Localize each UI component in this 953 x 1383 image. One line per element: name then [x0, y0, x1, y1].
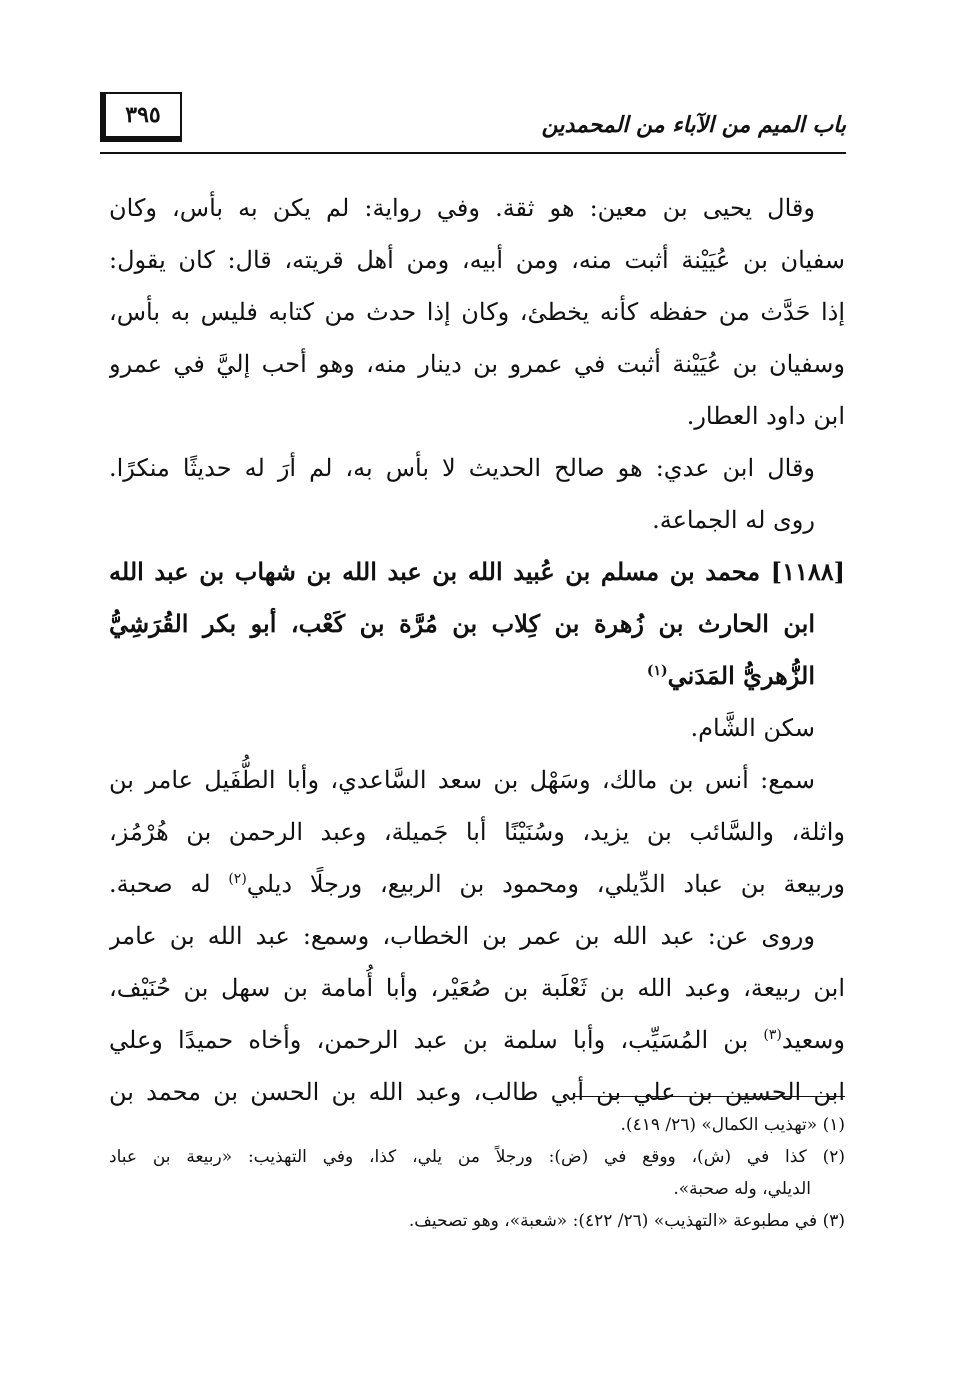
- text-segment: وربيعة بن عباد الدِّيلي، ومحمود بن الربيع، ورجلًا ديلي: [246, 870, 845, 898]
- text-line: ابن ربيعة، وعبد الله بن ثَعْلَبة بن صُعَيْر، وأبا أُمامة بن سهل بن حُنَيْف،: [109, 974, 845, 1002]
- text-line: وقال يحيى بن معين: هو ثقة. وفي رواية: لم يكن به بأس، وكان: [109, 194, 815, 222]
- footnote-2-continuation: الديلي، وله صحبة».: [673, 1179, 811, 1199]
- text-line: إذا حَدَّث من حفظه كأنه يخطئ، وكان إذا حدث من كتابه فليس به بأس،: [109, 298, 845, 326]
- page-header: [100, 92, 846, 154]
- text-line: ابن الحسين بن علي بن أبي طالب، وعبد الله بن الحسن بن محمد بن: [109, 1078, 845, 1106]
- footnote-separator: [575, 1096, 845, 1097]
- text-line: وروى عن: عبد الله بن عمر بن الخطاب، وسمع: عبد الله بن عامر: [109, 922, 815, 950]
- main-text: [109, 182, 845, 1118]
- heading-text: الزُّهريُّ المَدَني: [667, 661, 815, 690]
- footnote-marker: (٣): [763, 1027, 782, 1043]
- page-number: ٣٩٥: [100, 92, 182, 142]
- text-line: وسفيان بن عُيَيْنة أثبت في عمرو بن دينار منه، وهو أحب إليَّ في عمرو: [109, 350, 845, 378]
- footnote-3: (٣) في مطبوعة «التهذيب» (٢٦/ ٤٢٢): «شعبة»، وهو تصحيف.: [408, 1211, 845, 1231]
- footnotes: [109, 1096, 845, 1237]
- footnote-marker: (٢): [228, 871, 247, 887]
- biography-heading-line: [١١٨٨] محمد بن مسلم بن عُبيد الله بن عبد الله بن شهاب بن عبد الله: [109, 557, 845, 586]
- text-line: [109, 858, 845, 910]
- text-segment: بن المُسَيِّب، وأبا سلمة بن عبد الرحمن، وأخاه حميدًا وعلي: [109, 1026, 764, 1054]
- biography-heading-line: ابن الحارث بن زُهرة بن كِلاب بن مُرَّة بن كَعْب، أبو بكر القُرَشِيُّ: [109, 609, 815, 638]
- text-line: ابن داود العطار.: [686, 402, 845, 430]
- text-segment: وسعيد: [781, 1026, 845, 1054]
- footnote-2: (٢) كذا في (ش)، ووقع في (ض): ورجلاً من يلي، كذا، وفي التهذيب: «ربيعة بن عباد: [109, 1147, 845, 1167]
- text-line: وقال ابن عدي: هو صالح الحديث لا بأس به، لم أرَ له حديثًا منكرًا.: [109, 454, 816, 482]
- text-line: سفيان بن عُيَيْنة أثبت منه، ومن أبيه، ومن أهل قريته، قال: كان يقول:: [109, 246, 845, 274]
- footnote-marker: (١): [646, 663, 668, 679]
- text-line: سكن الشَّام.: [690, 714, 815, 742]
- text-line: سمع: أنس بن مالك، وسَهْل بن سعد السَّاعدي، وأبا الطُّفَيل عامر بن: [109, 766, 815, 794]
- text-line: [109, 1014, 845, 1066]
- running-title: باب الميم من الآباء من المحمدين: [541, 112, 846, 138]
- text-line: روى له الجماعة.: [652, 506, 815, 534]
- biography-heading-line: [109, 650, 845, 702]
- text-segment: له صحبة.: [109, 870, 229, 898]
- text-line: واثلة، والسَّائب بن يزيد، وسُنَيْنًا أبا جَميلة، وعبد الرحمن بن هُرْمُز،: [109, 818, 845, 846]
- footnote-1: (١) «تهذيب الكمال» (٢٦/ ٤١٩).: [620, 1115, 845, 1135]
